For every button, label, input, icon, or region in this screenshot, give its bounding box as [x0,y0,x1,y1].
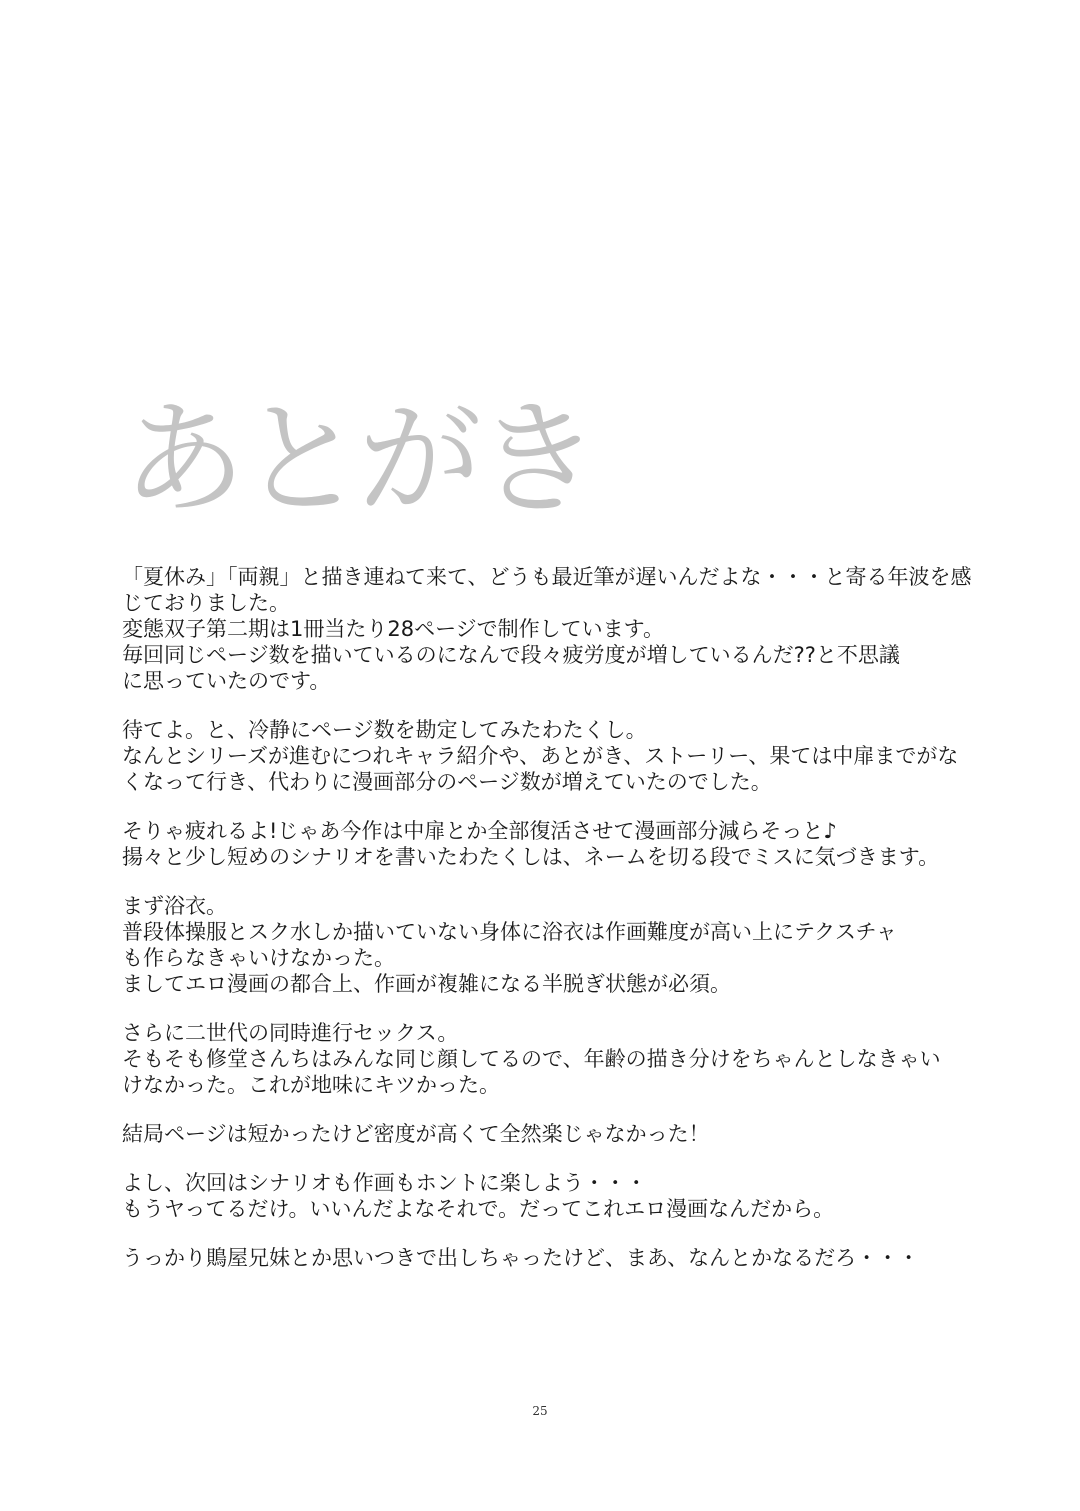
page-title: あとがき [122,388,595,532]
text-line: くなって行き、代わりに漫画部分のページ数が増えていたのでした。 [122,770,772,794]
page-number: 25 [532,1404,548,1418]
afterword-body [122,564,972,1271]
text-line: なんとシリーズが進むにつれキャラ紹介や、あとがき、ストーリー、果ては中扉までがな [122,744,959,768]
text-line: そもそも修堂さんちはみんな同じ顔してるので、年齢の描き分けをちゃんとしなきゃい [122,1047,941,1071]
text-line: よし、次回はシナリオも作画もホントに楽しよう・・・ [122,1171,647,1195]
paragraph-gap [122,1222,972,1245]
text-line: も作らなきゃいけなかった。 [122,946,395,970]
text-line: 揚々と少し短めのシナリオを書いたわたくしは、ネームを切る段でミスに気づきます。 [122,845,940,869]
text-line: 変態双子第二期は1冊当たり28ページで制作しています。 [122,617,664,641]
text-line: 「夏休み」「両親」と描き連ねて来て、どうも最近筆が遅いんだよな・・・と寄る年波を感 [122,565,972,589]
text-line: もうヤってるだけ。いいんだよなそれで。だってこれエロ漫画なんだから。 [122,1197,835,1221]
text-line: 結局ページは短かったけど密度が高くて全然楽じゃなかった！ [122,1122,710,1146]
text-line: 毎回同じページ数を描いているのになんで段々疲労度が増しているんだ??と不思議 [122,643,900,667]
paragraph-gap [122,1098,972,1121]
text-line: まず浴衣。 [122,894,227,918]
text-line: ましてエロ漫画の都合上、作画が複雑になる半脱ぎ状態が必須。 [122,972,731,996]
paragraph-gap [122,870,972,893]
text-line: うっかり鵙屋兄妹とか思いつきで出しちゃったけど、まあ、なんとかなるだろ・・・ [122,1246,920,1270]
text-line: そりゃ疲れるよ!じゃあ今作は中扉とか全部復活させて漫画部分減らそっと♪ [122,819,837,843]
text-line: けなかった。これが地味にキツかった。 [122,1073,500,1097]
text-line: さらに二世代の同時進行セックス。 [122,1021,459,1045]
paragraph-gap [122,694,972,717]
paragraph-gap [122,795,972,818]
text-line: じておりました。 [122,591,290,615]
text-line: 待てよ。と、冷静にページ数を勘定してみたわたくし。 [122,718,647,742]
paragraph-gap [122,1147,972,1170]
text-line: 普段体操服とスク水しか描いていない身体に浴衣は作画難度が高い上にテクスチャ [122,920,897,944]
text-line: に思っていたのです。 [122,669,331,693]
paragraph-gap [122,997,972,1020]
